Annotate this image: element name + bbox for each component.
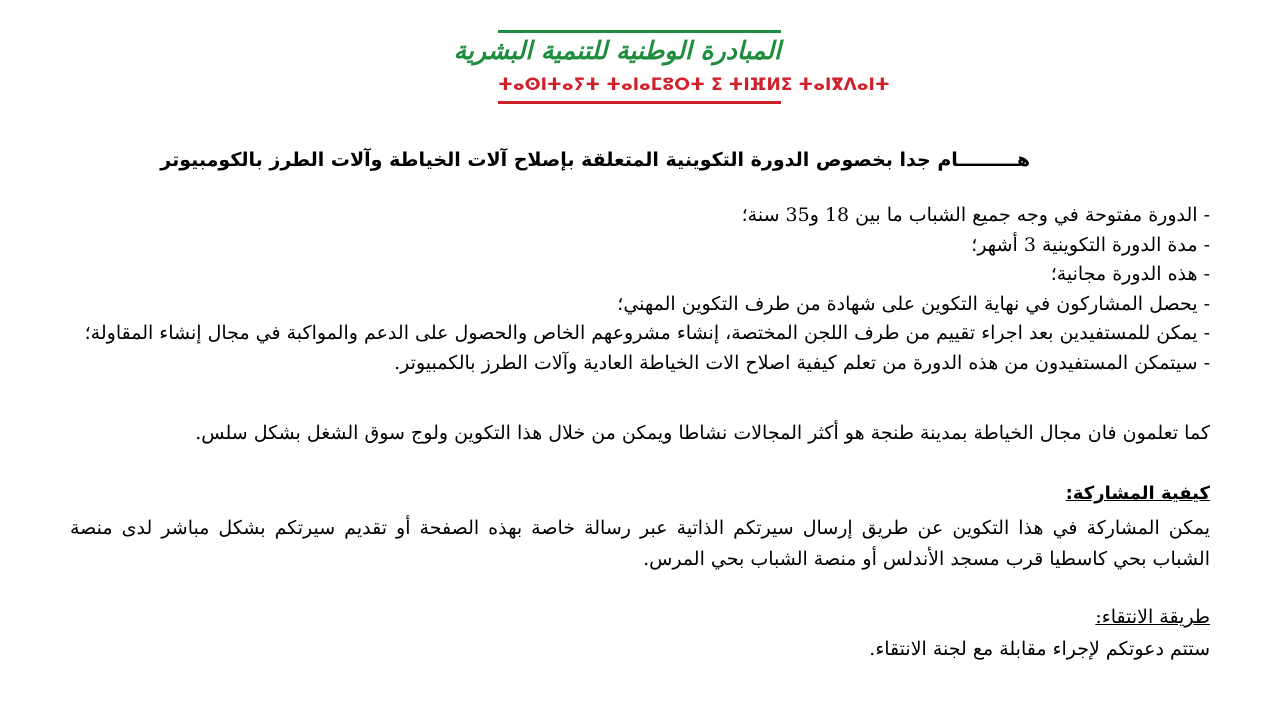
bullet-age-range: - الدورة مفتوحة في وجه جميع الشباب ما بين 18 و35 سنة؛	[741, 204, 1210, 226]
participation-heading-text: كيفية المشاركة	[1072, 483, 1210, 504]
intro-paragraph: كما تعلمون فان مجال الخياطة بمدينة طنجة هو أكثر المجالات نشاطا ويمكن من خلال هذا التكوين ولوج سوق الشغل بشكل سلس.	[195, 422, 1210, 444]
page-title: هـــــــــام جدا بخصوص الدورة التكوينية المتعلقة بإصلاح آلات الخياطة وآلات الطرز بالكومبيوتر	[160, 149, 1030, 171]
selection-heading-colon: :	[1095, 606, 1102, 628]
bullet-entrepreneurship: - يمكن للمستفيدين بعد اجراء تقييم من طرف اللجن المختصة، إنشاء مشروعهم الخاص والحصول على الدعم والمواكبة في مجال إنشاء المقاولة؛	[84, 322, 1210, 344]
selection-heading	[70, 602, 1210, 632]
bullet-duration: - مدة الدورة التكوينية 3 أشهر؛	[971, 233, 1210, 256]
bullet-skills: - سيتمكن المستفيدون من هذه الدورة من تعلم كيفية اصلاح الات الخياطة العادية وآلات الطرز بالكمبيوتر.	[394, 351, 1210, 374]
logo-bottom-bar	[498, 101, 781, 104]
participation-heading-colon: :	[1065, 483, 1073, 504]
indh-logo	[453, 30, 890, 105]
selection-heading-text: طريقة الانتقاء	[1101, 606, 1210, 628]
logo-tifinagh-text: ⵜⴰⵙⵏⵜⴰⵢⵜ ⵜⴰⵏⴰⵎⵓⵔⵜ ⵉ ⵜⵏⴼⵍⵉ ⵜⴰⵏⴳⴷⴰⵏⵜ	[498, 75, 890, 95]
info-bullet-list	[70, 201, 1210, 378]
bullet-free: - هذه الدورة مجانية؛	[1050, 263, 1210, 285]
participation-heading	[70, 479, 1210, 509]
bullet-certificate: - يحصل المشاركون في نهاية التكوين على شهادة من طرف التكوين المهني؛	[617, 292, 1210, 315]
participation-text: يمكن المشاركة في هذا التكوين عن طريق إرسال سيرتكم الذاتية عبر رسالة خاصة بهذه الصفحة أو تقديم سيرتكم بشكل مباشر لدى منصة الشباب بحي كاسطيا قرب مسجد الأندلس أو منصة الشباب بحي المرس.	[70, 517, 1210, 570]
selection-text: ستتم دعوتكم لإجراء مقابلة مع لجنة الانتقاء.	[869, 638, 1210, 660]
logo-arabic-text: المبادرة الوطنية للتنمية البشرية	[453, 36, 781, 65]
